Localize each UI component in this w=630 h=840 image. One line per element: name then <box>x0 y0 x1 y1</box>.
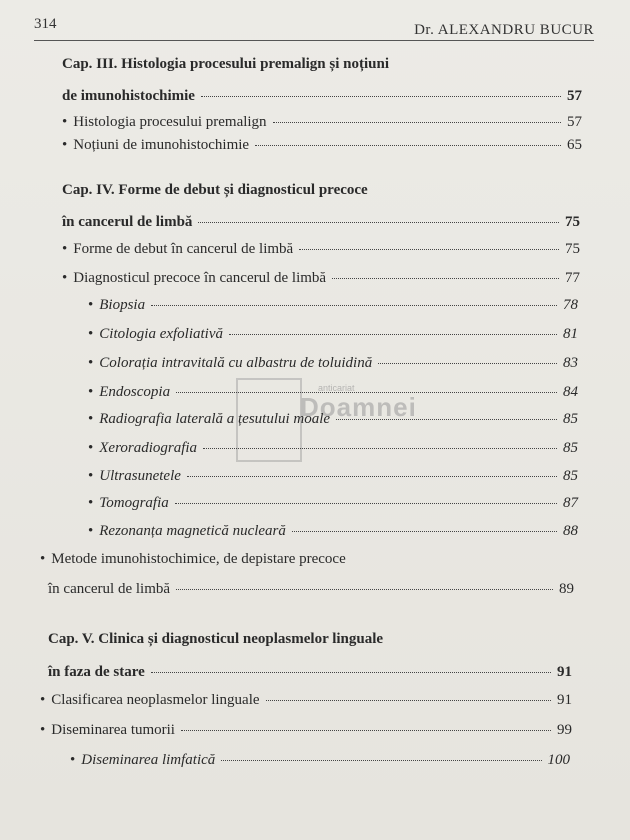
watermark-small-text: anticariat <box>318 383 355 393</box>
toc-entry-text: de imunohistochimie <box>62 88 195 104</box>
page-header <box>34 10 594 41</box>
toc-entry-text: în faza de stare <box>48 664 145 680</box>
toc-entry-text: Cap. III. Histologia procesului premalign și noțiuni <box>62 56 390 72</box>
page-number: 314 <box>34 16 57 32</box>
watermark-text: Doamnei <box>300 392 417 422</box>
toc-entry-text: • Colorația intravitală cu albastru de toluidină <box>99 355 373 371</box>
dot-leader <box>181 730 551 731</box>
toc-subentry <box>88 326 578 348</box>
toc-chapter-heading <box>62 56 562 78</box>
toc-page-number: 91 <box>557 664 572 680</box>
dot-leader <box>273 122 561 123</box>
running-head: Dr. ALEXANDRU BUCUR <box>414 22 594 38</box>
dot-leader <box>229 334 557 335</box>
toc-subentry <box>88 523 578 545</box>
toc-subentry <box>88 384 578 406</box>
toc-subentry <box>88 411 578 433</box>
dot-leader <box>151 672 551 673</box>
toc-subentry <box>88 468 578 490</box>
toc-entry-text: • Biopsia <box>99 297 146 313</box>
toc-page-number: 57 <box>567 114 582 130</box>
dot-leader <box>151 305 557 306</box>
toc-entry-text: • Tomografia <box>99 495 169 511</box>
toc-page-number: 89 <box>559 581 574 597</box>
toc-page-number: 87 <box>563 495 578 511</box>
dot-leader <box>292 531 557 532</box>
dot-leader <box>198 222 559 223</box>
toc-chapter-heading <box>48 631 568 653</box>
toc-entry-text: • Histologia procesului premalign <box>73 114 267 130</box>
toc-entry-text: Cap. IV. Forme de debut și diagnosticul precoce <box>62 182 368 198</box>
toc-page-number: 65 <box>567 137 582 153</box>
toc-entry-text: în cancerul de limbă <box>48 581 171 597</box>
toc-entry-text: • Noțiuni de imunohistochimie <box>73 137 250 153</box>
toc-page-number: 75 <box>565 214 580 230</box>
toc-entry-text: • Radiografia laterală a țesutului moale <box>99 411 331 427</box>
dot-leader <box>221 760 541 761</box>
toc-entry-text: • Forme de debut în cancerul de limbă <box>73 241 294 257</box>
toc-entry <box>40 692 572 714</box>
toc-page-number: 85 <box>563 440 578 456</box>
toc-subentry <box>70 752 570 774</box>
toc-page-number: 85 <box>563 468 578 484</box>
toc-entry <box>62 137 582 159</box>
dot-leader <box>299 249 559 250</box>
toc-page-number: 78 <box>563 297 578 313</box>
toc-page-number: 99 <box>557 722 572 738</box>
toc-entry-text: • Endoscopia <box>99 384 171 400</box>
toc-page-number: 57 <box>567 88 582 104</box>
toc-subentry <box>88 355 578 377</box>
toc-entry <box>62 270 580 292</box>
toc-entry <box>48 581 574 603</box>
dot-leader <box>266 700 551 701</box>
toc-entry-text: • Xeroradiografia <box>99 440 198 456</box>
dot-leader <box>255 145 561 146</box>
toc-entry-text: • Diseminarea limfatică <box>81 752 216 768</box>
toc-page-number: 88 <box>563 523 578 539</box>
dot-leader <box>201 96 561 97</box>
dot-leader <box>336 419 557 420</box>
toc-entry-text: • Citologia exfoliativă <box>99 326 224 342</box>
toc-entry <box>62 241 580 263</box>
toc-entry <box>48 664 572 686</box>
toc-page-number: 85 <box>563 411 578 427</box>
toc-entry-text: • Metode imunohistochimice, de depistare precoce <box>51 551 346 567</box>
toc-page-number: 91 <box>557 692 572 708</box>
toc-page-number: 75 <box>565 241 580 257</box>
toc-page-number: 83 <box>563 355 578 371</box>
toc-entry-text: • Clasificarea neoplasmelor linguale <box>51 692 260 708</box>
toc-subentry <box>88 495 578 517</box>
toc-entry <box>40 551 540 573</box>
dot-leader <box>187 476 557 477</box>
toc-page-number: 84 <box>563 384 578 400</box>
toc-entry <box>62 214 580 236</box>
toc-entry <box>62 114 582 136</box>
toc-entry-text: Cap. V. Clinica și diagnosticul neoplasmelor linguale <box>48 631 384 647</box>
toc-page-number: 100 <box>547 752 570 768</box>
toc-page-number: 77 <box>565 270 580 286</box>
dot-leader <box>176 589 553 590</box>
toc-entry-text: • Diagnosticul precoce în cancerul de limbă <box>73 270 327 286</box>
toc-subentry <box>88 297 578 319</box>
toc-entry-text: în cancerul de limbă <box>62 214 193 230</box>
toc-entry <box>40 722 572 744</box>
toc-entry <box>62 88 582 110</box>
dot-leader <box>378 363 557 364</box>
dot-leader <box>332 278 559 279</box>
toc-subentry <box>88 440 578 462</box>
toc-entry-text: • Diseminarea tumorii <box>51 722 175 738</box>
dot-leader <box>203 448 557 449</box>
dot-leader <box>175 503 557 504</box>
toc-entry-text: • Rezonanța magnetică nucleară <box>99 523 286 539</box>
toc-page-number: 81 <box>563 326 578 342</box>
toc-entry-text: • Ultrasunetele <box>99 468 181 484</box>
dot-leader <box>176 392 557 393</box>
toc-chapter-heading <box>62 182 562 204</box>
